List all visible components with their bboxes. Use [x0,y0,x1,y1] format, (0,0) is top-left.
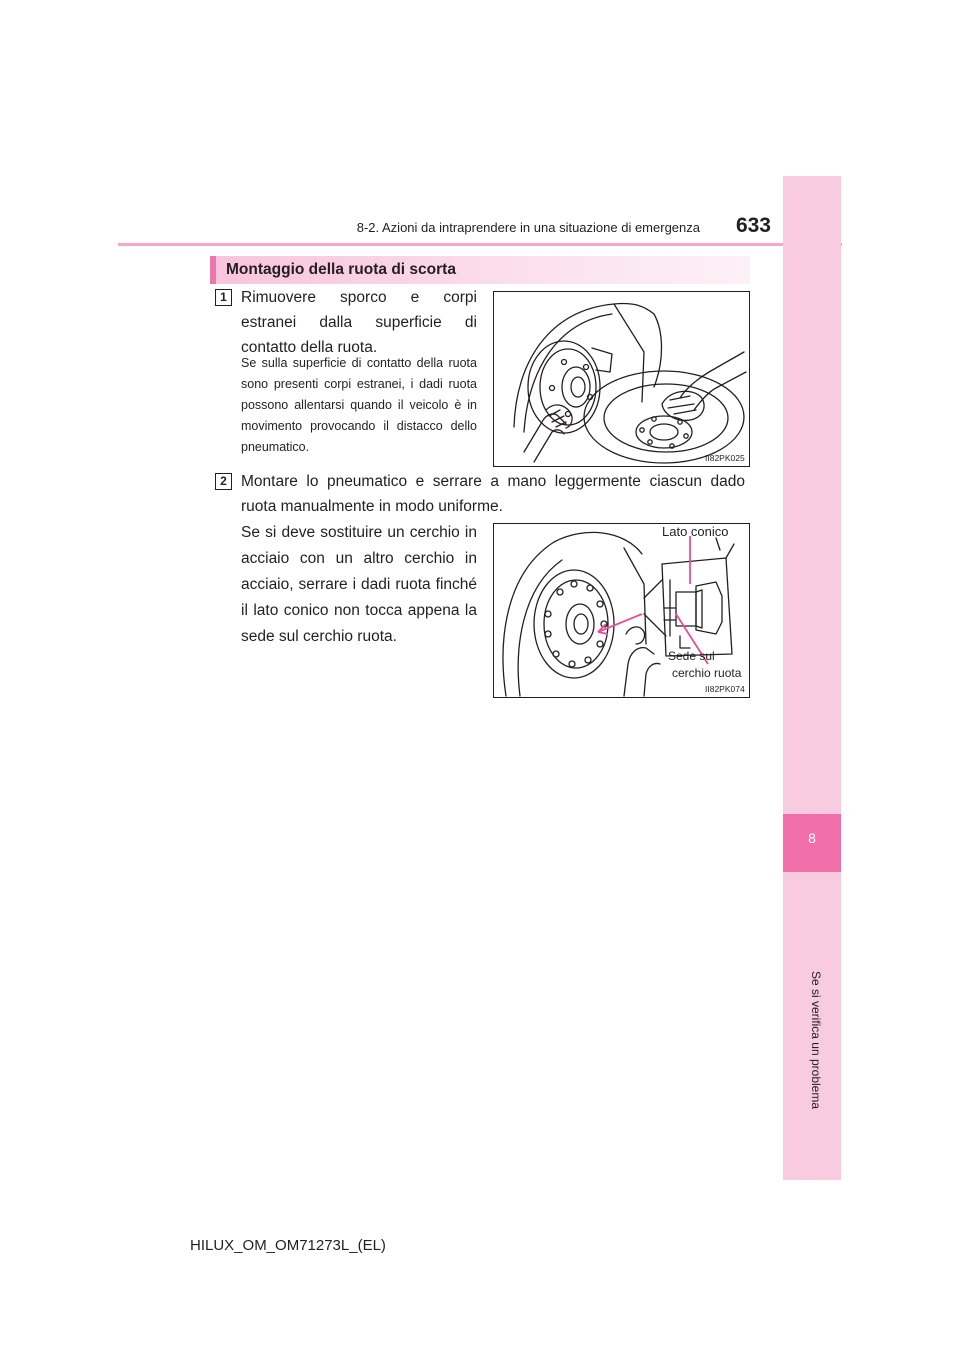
wheel-cleaning-illustration [493,291,750,467]
figure-1-code: II82PK025 [705,453,745,463]
figure-2-code: II82PK074 [705,684,745,694]
wheel-cleaning-drawing [494,292,749,466]
chapter-section-header: 8-2. Azioni da intraprendere in una situazione di emergenza [356,220,700,235]
header-rule [118,243,842,246]
label-conical-side: Lato conico [662,524,729,539]
label-wheel-seat [668,648,741,682]
step-2-marker: 2 [215,473,232,490]
label-wheel-seat-line-1: Sede sul [668,649,715,663]
step-1-text: Rimuovere sporco e corpi estranei dalla superficie di contatto della ruota. [241,289,477,356]
step-1-note: Se sulla superficie di contatto della ruota sono presenti corpi estranei, i dadi ruota possono allentarsi quando il veicolo è in movimento provocando il distacco dello pneumatico. [241,356,477,454]
chapter-number: 8 [808,830,816,846]
step-2-text: Montare lo pneumatico e serrare a mano leggermente ciascun dado ruota manualmente in modo uniforme. [241,473,745,515]
document-id-footer: HILUX_OM_OM71273L_(EL) [190,1237,386,1254]
page-number: 633 [735,214,771,237]
section-title: Montaggio della ruota di scorta [226,261,456,278]
step-2-subtext: Se si deve sostituire un cerchio in acciaio con un altro cerchio in acciaio, serrare i dadi ruota finché il lato conico non tocca appena la sede sul cerchio ruota. [241,524,477,645]
chapter-title-vertical: Se si verifica un problema [809,970,823,1110]
label-wheel-seat-line-2: cerchio ruota [672,666,742,680]
step-1-marker: 1 [215,289,232,306]
